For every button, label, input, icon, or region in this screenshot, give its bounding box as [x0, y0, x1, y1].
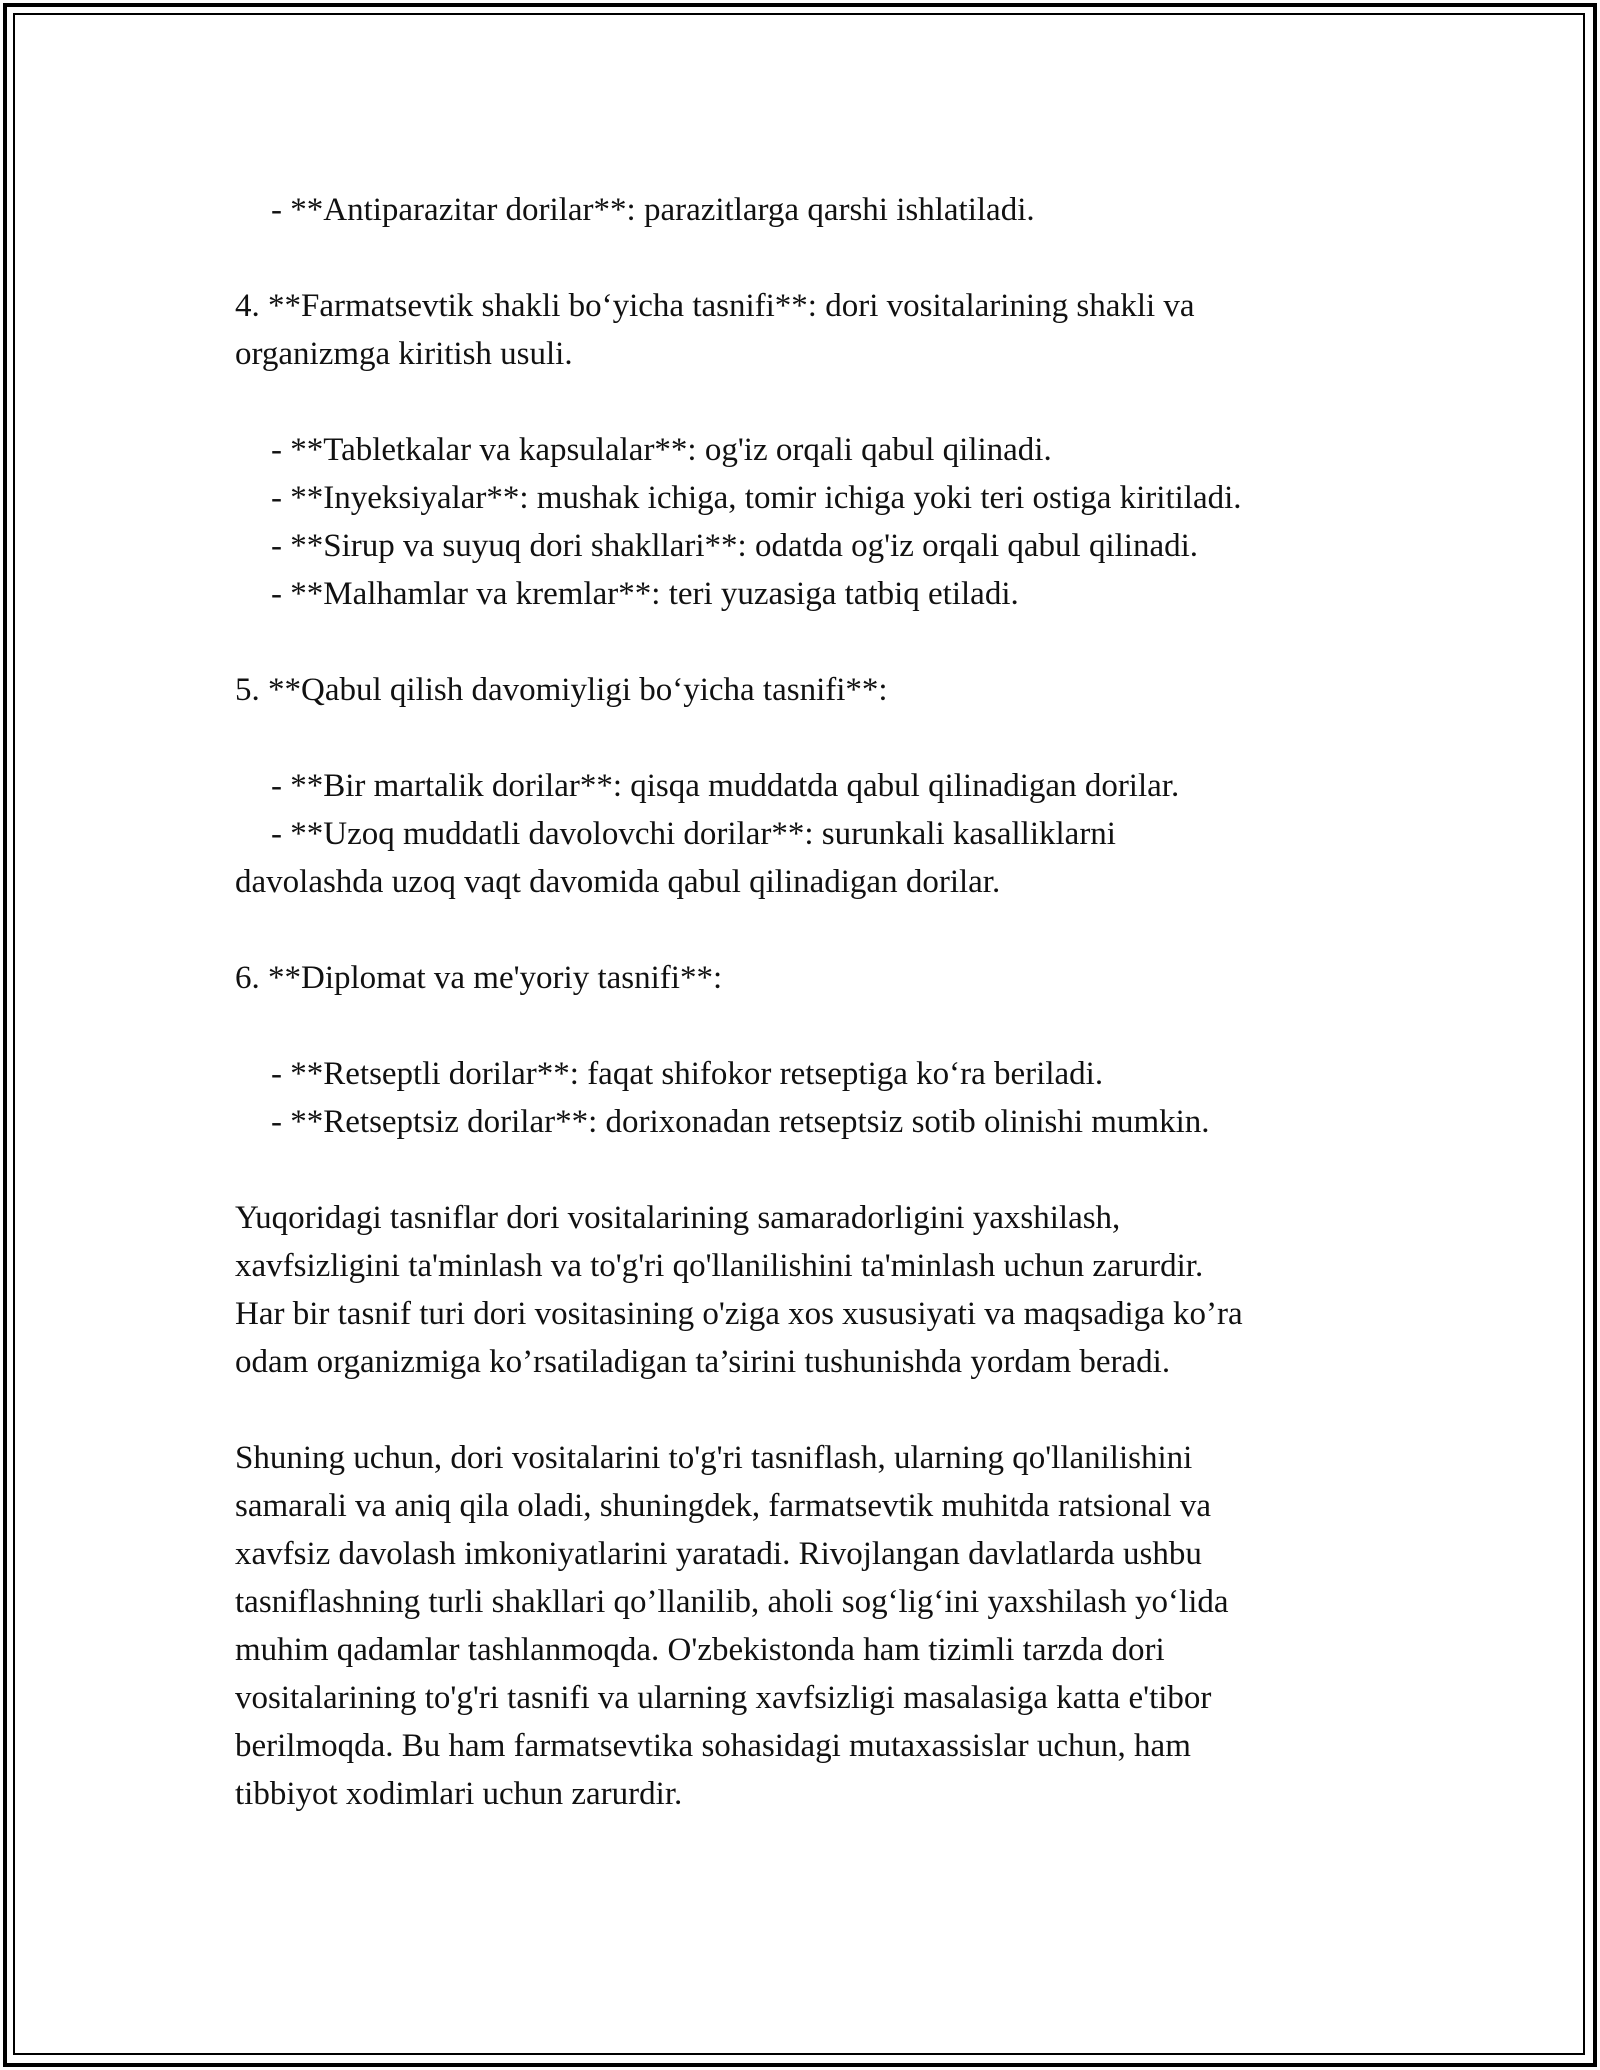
list-item-uzoq-muddatli: - **Uzoq muddatli davolovchi dorilar**: surunkali kasalliklarni [271, 816, 1116, 852]
list-item-uzoq-muddatli-continued: davolashda uzoq vaqt davomida qabul qilinadigan dorilar. [235, 864, 1001, 900]
paragraph-1-line-4: odam organizmiga ko’rsatiladigan ta’sirini tushunishda yordam beradi. [235, 1344, 1171, 1380]
blank-line [235, 906, 1375, 954]
document-body [235, 186, 1375, 1818]
list-item-tabletkalar: - **Tabletkalar va kapsulalar**: og'iz orqali qabul qilinadi. [271, 432, 1052, 468]
blank-line [235, 1146, 1375, 1194]
paragraph-2-line-7: berilmoqda. Bu ham farmatsevtika sohasidagi mutaxassislar uchun, ham [235, 1728, 1191, 1764]
section-5-heading: 5. **Qabul qilish davomiyligi bo‘yicha tasnifi**: [235, 672, 888, 708]
list-item-antiparazitar: - **Antiparazitar dorilar**: parazitlarga qarshi ishlatiladi. [271, 192, 1035, 228]
list-item-bir-martalik: - **Bir martalik dorilar**: qisqa muddatda qabul qilinadigan dorilar. [271, 768, 1180, 804]
section-6-heading: 6. **Diplomat va me'yoriy tasnifi**: [235, 960, 723, 996]
paragraph-2-line-1: Shuning uchun, dori vositalarini to'g'ri tasniflash, ularning qo'llanilishini [235, 1440, 1193, 1476]
blank-line [235, 1386, 1375, 1434]
list-item-retseptli: - **Retseptli dorilar**: faqat shifokor retseptiga ko‘ra beriladi. [271, 1056, 1104, 1092]
paragraph-1-line-2: xavfsizligini ta'minlash va to'g'ri qo'llanilishini ta'minlash uchun zarurdir. [235, 1248, 1204, 1284]
paragraph-2-line-2: samarali va aniq qila oladi, shuningdek, farmatsevtik muhitda ratsional va [235, 1488, 1211, 1524]
blank-line [235, 618, 1375, 666]
section-4-heading: 4. **Farmatsevtik shakli bo‘yicha tasnifi**: dori vositalarining shakli va [235, 288, 1195, 324]
paragraph-1-line-1: Yuqoridagi tasniflar dori vositalarining samaradorligini yaxshilash, [235, 1200, 1121, 1236]
list-item-retseptsiz: - **Retseptsiz dorilar**: dorixonadan retseptsiz sotib olinishi mumkin. [271, 1104, 1210, 1140]
blank-line [235, 234, 1375, 282]
paragraph-2-line-3: xavfsiz davolash imkoniyatlarini yaratadi. Rivojlangan davlatlarda ushbu [235, 1536, 1202, 1572]
paragraph-1-line-3: Har bir tasnif turi dori vositasining o'ziga xos xususiyati va maqsadiga ko’ra [235, 1296, 1243, 1332]
paragraph-2-line-6: vositalarining to'g'ri tasnifi va ularning xavfsizligi masalasiga katta e'tibor [235, 1680, 1212, 1716]
list-item-sirup: - **Sirup va suyuq dori shakllari**: odatda og'iz orqali qabul qilinadi. [271, 528, 1199, 564]
paragraph-2-line-5: muhim qadamlar tashlanmoqda. O'zbekistonda ham tizimli tarzda dori [235, 1632, 1165, 1668]
section-4-heading-continued: organizmga kiritish usuli. [235, 336, 573, 372]
blank-line [235, 1002, 1375, 1050]
paragraph-2-line-8: tibbiyot xodimlari uchun zarurdir. [235, 1776, 683, 1812]
blank-line [235, 714, 1375, 762]
list-item-malhamlar: - **Malhamlar va kremlar**: teri yuzasiga tatbiq etiladi. [271, 576, 1019, 612]
list-item-inyeksiyalar: - **Inyeksiyalar**: mushak ichiga, tomir ichiga yoki teri ostiga kiritiladi. [271, 480, 1242, 516]
blank-line [235, 378, 1375, 426]
paragraph-2-line-4: tasniflashning turli shakllari qo’llanilib, aholi sog‘lig‘ini yaxshilash yo‘lida [235, 1584, 1229, 1620]
